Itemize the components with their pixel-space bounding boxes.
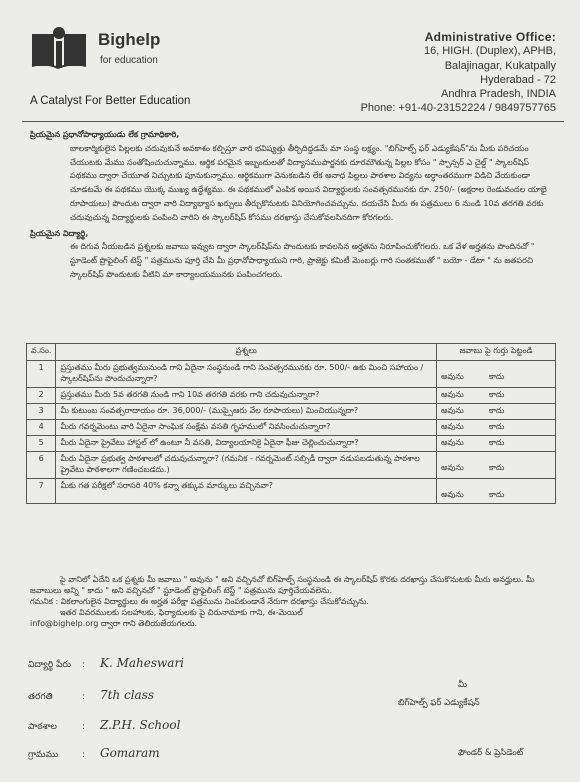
table-header-row: [27, 344, 556, 361]
brand-name: Bighelp: [98, 30, 161, 49]
answer-yes[interactable]: అవును: [441, 490, 464, 499]
row-question: ప్రస్తుతము మీరు 5వ తరగతి నుండి గాని 10వ తరగతి వరకు గాని చదువుచున్నారా?: [56, 388, 437, 404]
label-village: గ్రామము: [28, 750, 59, 760]
table-row: [27, 404, 556, 420]
row-answer: [437, 479, 556, 504]
value-school[interactable]: Z.P.H. School: [100, 718, 181, 732]
row-question: మీకు గత పరీక్షలో సరాసరి 40% కన్నా తక్కువ మార్కులు వచ్చినవా?: [56, 479, 437, 504]
row-number: 5: [27, 436, 56, 452]
table-row: [27, 361, 556, 388]
office-title: Administrative Office:: [424, 30, 556, 44]
row-answer: [437, 361, 556, 388]
answer-yes[interactable]: అవును: [441, 463, 464, 472]
row-question: ప్రస్తుతము మీరు ప్రభుత్వమునుండి గాని ఏదైనా సంస్థనుండి గాని సంవత్సరమునకు రూ. 500/- ఉకు మించి సహాయం / స్కాలర్‌షిప్‌ను పొందుచున్నారా?: [56, 361, 437, 388]
row-answer: [437, 436, 556, 452]
label-school: పాఠశాల: [28, 722, 57, 732]
label-class: తరగతి: [28, 692, 53, 702]
answer-no[interactable]: కాదు: [489, 422, 505, 431]
table-row: [27, 388, 556, 404]
address-line: Hyderabad - 72: [480, 73, 556, 86]
answer-no[interactable]: కాదు: [489, 438, 505, 447]
note-disabled: గమనిక : వికలాంగులైన విద్యార్థులు ఈ అర్హత పరీక్షా పత్రమును నింపకుండానే నేరుగా దరఖాస్తు చేసుకోవచ్చును.: [30, 597, 369, 606]
row-answer: [437, 452, 556, 479]
answer-yes[interactable]: అవును: [441, 406, 464, 415]
row-number: 2: [27, 388, 56, 404]
note-eligibility: పై వానిలో ఏదేని ఒక ప్రశ్నకు మీ జవాబు " అవును " అని వచ్చినచో బిగ్‌హెల్ప్ సంస్థనుండి ఈ స్కాలర్‌షిప్ కొరకు దరఖాస్తు చేసుకొనుటకు మీరు అనర్హులు. మీ జవాబులు అన్ని " కాదు " అని వచ్చినచో " స్టూడెంట్ ప్రొఫైలింగ్ టెస్ట్ " పత్రమును పూర్తిచేయవలెను.: [30, 575, 535, 595]
sign-label: మీ: [458, 680, 467, 690]
letter-body: [30, 128, 550, 282]
answer-yes[interactable]: అవును: [441, 390, 464, 399]
row-number: 4: [27, 420, 56, 436]
colon: :: [82, 722, 86, 732]
colon: :: [82, 660, 86, 670]
row-question: మీరు ఏదైనా ప్రైవేటు హాస్టల్ లో ఉంటూ నీ వసతి, విద్యాలయానికై ఏదైనా ఫీజు చెల్లించుచున్నారా?: [56, 436, 437, 452]
col-header-questions: ప్రశ్నలు: [56, 344, 437, 361]
address-line: Andhra Pradesh, INDIA: [441, 88, 556, 101]
answer-no[interactable]: కాదు: [489, 390, 505, 399]
brand-subtitle: for education: [100, 55, 158, 66]
row-question: మీరు ఏదైనా ప్రభుత్వ పాఠశాలలో చదువుచున్నారా? (గమనిక - గవర్నమెంట్ సబ్సిడీ ద్వారా నడుపబడుతున్న పాఠశాల ప్రైవేటు పాఠశాలగా గణించబడదు.): [56, 452, 437, 479]
row-answer: [437, 420, 556, 436]
answer-no[interactable]: కాదు: [489, 406, 505, 415]
col-header-number: వ.సం.: [27, 344, 56, 361]
salutation-headmaster: ప్రియమైన ప్రధానోపాధ్యాయుడు లేక గ్రామాధికారి,: [30, 130, 180, 139]
answer-no[interactable]: కాదు: [489, 490, 505, 499]
header-divider: [22, 121, 564, 122]
row-question: మీరు గవర్నమెంటు వారి ఏదైనా సాంఘిక సంక్షేమ వసతి గృహములో నివసించుచున్నారా?: [56, 420, 437, 436]
table-row: [27, 420, 556, 436]
note-contact: ఇతర వివరములకు సలహాలకు, ఫిర్యాదులకు పై చిరునామాకు గాని, ఈ-మెయిల్: [60, 608, 303, 617]
table-row: [27, 436, 556, 452]
table-row: [27, 479, 556, 504]
email-line: info@bighelp.org ద్వారా గాని తెలియజేయగలరు.: [30, 619, 198, 628]
salutation-student: ప్రియమైన విద్యార్థి,: [30, 228, 89, 238]
value-student-name[interactable]: K. Maheswari: [100, 656, 185, 670]
label-student-name: విద్యార్థి పేరు: [28, 660, 71, 670]
row-number: 7: [27, 479, 56, 504]
row-number: 6: [27, 452, 56, 479]
paragraph-intro: బాలకార్మికులైన పిల్లలకు చదువుకునే అవకాశం కల్పిస్తూ వారి భవిష్యత్తు తీర్చిదిద్దడమే మా సంస్థ లక్ష్యం. "బిగ్‌హెల్ప్ ఫర్ ఎడ్యుకేషన్"ను మీకు పరిచయం చేయుటకు మేము సంతోషించుచున్నాము. ఆర్థిక పరమైన ఇబ్బందులతో విద్యాసముపార్జనకు దూరమౌతున్న పిల్లల కోసం " స్పాన్సర్ ఎ చైల్డ్ " స్కాలర్‌షిప్ పథకము ద్వారా చేయూత నిచ్చుటకు పూనుకున్నాము. ఆర్థికముగా వెనుకబడిన లేక అనాధ పిల్లలు పాఠశాల విద్యను అర్ధాంతరముగా విడిచి వేయకుండా చూడటమే ఈ పథకము యొక్క ముఖ్య ఉద్దేశ్యము. ఈ పథకములో ఎంపిక అయిన విద్యార్థులకు సంవత్సరమునకు రూ. 250/- (అక్షరాల రెండువందల యాభై రూపాయలు) పొందుట ద్వారా వారి విద్యాభ్యాస ఖర్చులు తీర్చుకొనుటకు వినియోగించవచ్చును. దయచేసి మీరు ఈ పత్రములు 6 నుండి 10వ తరగతి వరకు చదువుచున్న విద్యార్థులకు పంపించి వారిని ఈ స్కాలర్‌షిప్ కోసము దరఖాస్తు చేసుకోవలసినదిగా కోరగలరు.: [70, 143, 547, 222]
row-answer: [437, 388, 556, 404]
tagline: A Catalyst For Better Education: [30, 95, 191, 107]
eligibility-table: [26, 343, 556, 504]
col-header-answer: జవాబు పై గుర్తు పెట్టండి: [437, 344, 556, 361]
value-class[interactable]: 7th class: [100, 688, 155, 702]
closing-notes: [30, 574, 550, 629]
row-number: 3: [27, 404, 56, 420]
row-answer: [437, 404, 556, 420]
answer-yes[interactable]: అవును: [441, 438, 464, 447]
answer-yes[interactable]: అవును: [441, 422, 464, 431]
colon: :: [82, 692, 86, 702]
answer-no[interactable]: కాదు: [489, 463, 505, 472]
answer-yes[interactable]: అవును: [441, 372, 464, 381]
answer-no[interactable]: కాదు: [489, 372, 505, 381]
colon: :: [82, 750, 86, 760]
table-row: [27, 452, 556, 479]
row-number: 1: [27, 361, 56, 388]
value-village[interactable]: Gomaram: [100, 746, 160, 760]
org-signature: బిగ్‌హెల్ప్ ఫర్ ఎడ్యుకేషన్: [398, 698, 480, 708]
row-question: మీ కుటుంబ సంవత్సరాదాయం రూ. 36,000/- (ముప్పైఆరు వేల రూపాయలు) మించియున్నదా?: [56, 404, 437, 420]
phone-line: Phone: +91-40-23152224 / 9849757765: [360, 102, 556, 115]
address-line: Balajinagar, Kukatpally: [444, 59, 556, 72]
bighelp-logo-icon: [30, 24, 88, 72]
paragraph-instructions: ఈ దిగువ నీయబడిన ప్రశ్నలకు జవాబు ఇవ్వుట ద్వారా స్కాలర్‌షిప్‌ను పొందుటకు కావలసిన అర్హతను నిరూపించుకోగలరు. ఒక వేళ అర్హతను పొందినచో " స్టూడెంట్ ప్రొఫైలింగ్ టెస్ట్ " పత్రమును పూర్తి చేసి మీ ప్రధానోపాధ్యాయుని గారి, ప్రాజెక్టు కమిటీ మెంబర్లు గారి సంతకముతో " బయో - డేటా " ను జతపరచి స్కాలర్‌షిప్ పొందుటకు వీటిని మా కార్యాలయమునకు పంపించగలరు.: [70, 242, 535, 279]
address-line: 16, HIGH. (Duplex), APHB,: [423, 45, 556, 58]
founder-title: ఫౌండర్ & ప్రెసిడెంట్: [458, 748, 524, 758]
office-address: [361, 30, 556, 116]
